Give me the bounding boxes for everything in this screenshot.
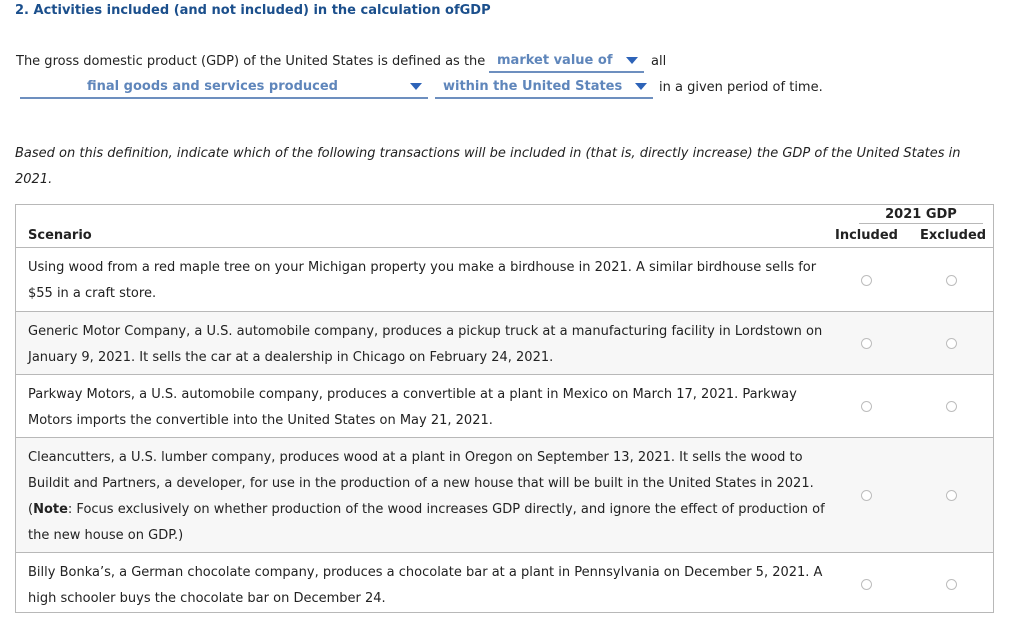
scenario-text: Billy Bonka’s, a German chocolate company, produces a chocolate bar at a plant in Pennsylvania on December 5, 2021. A high schooler buys the chocolate bar on December 24. — [28, 565, 823, 606]
location-dropdown[interactable] — [435, 79, 653, 99]
scenario-text: Parkway Motors, a U.S. automobile company, produces a convertible at a plant in Mexico on March 17, 2021. Parkway Motors imports the convertible into the United States on May 21, 2021. — [28, 387, 797, 428]
excluded-radio[interactable] — [946, 579, 957, 590]
definition-suffix: in a given period of time. — [659, 80, 823, 95]
header-included: Included — [835, 228, 898, 243]
included-radio[interactable] — [861, 338, 872, 349]
excluded-radio[interactable] — [946, 401, 957, 412]
instruction-text: Based on this definition, indicate which of the following transactions will be included in (that is, directly increase) the GDP of the United States in 2021. — [15, 146, 961, 187]
table-row — [16, 437, 993, 552]
definition-prefix: The gross domestic product (GDP) of the United States is defined as the — [16, 54, 486, 69]
header-scenario: Scenario — [28, 228, 92, 243]
scenario-text — [28, 445, 828, 549]
question-title: 2. Activities included (and not included) in the calculation ofGDP — [15, 3, 491, 18]
scenario-text-part: Cleancutters, a U.S. lumber company, produces wood at a plant in Oregon on September 13, 2021. It sells the wood to Buildit and Partners, a developer, for use in the production of a new house that will be built in the United States in 2021. ( — [28, 450, 814, 517]
chevron-down-icon — [626, 57, 638, 64]
included-radio[interactable] — [861, 579, 872, 590]
included-radio[interactable] — [861, 275, 872, 286]
definition-all: all — [651, 54, 667, 69]
chevron-down-icon — [410, 83, 422, 90]
location-dropdown-value: within the United States — [443, 79, 623, 94]
note-label: Note — [33, 502, 68, 517]
table-row — [16, 374, 993, 437]
scenario-table — [15, 204, 994, 613]
scenario-text: Using wood from a red maple tree on your Michigan property you make a birdhouse in 2021. A similar birdhouse sells for $55 in a craft store. — [28, 260, 817, 301]
goods-services-dropdown[interactable] — [20, 79, 428, 99]
scenario-text: Generic Motor Company, a U.S. automobile company, produces a pickup truck at a manufacturing facility in Lordstown on January 9, 2021. It sells the car at a dealership in Chicago on February 24, 2021. — [28, 324, 823, 365]
excluded-radio[interactable] — [946, 338, 957, 349]
market-value-dropdown[interactable] — [489, 53, 644, 73]
header-2021-gdp: 2021 GDP — [859, 207, 983, 224]
header-excluded: Excluded — [920, 228, 987, 243]
market-value-dropdown-value: market value of — [497, 53, 613, 68]
table-row — [16, 247, 993, 311]
scenario-text-part: : Focus exclusively on whether production of the wood increases GDP directly, and ignore the effect of production of the new house on GDP.) — [28, 502, 825, 543]
excluded-radio[interactable] — [946, 490, 957, 501]
included-radio[interactable] — [861, 401, 872, 412]
chevron-down-icon — [635, 83, 647, 90]
excluded-radio[interactable] — [946, 275, 957, 286]
table-row — [16, 311, 993, 374]
goods-services-dropdown-value: final goods and services produced — [87, 79, 338, 94]
table-row — [16, 552, 993, 612]
included-radio[interactable] — [861, 490, 872, 501]
